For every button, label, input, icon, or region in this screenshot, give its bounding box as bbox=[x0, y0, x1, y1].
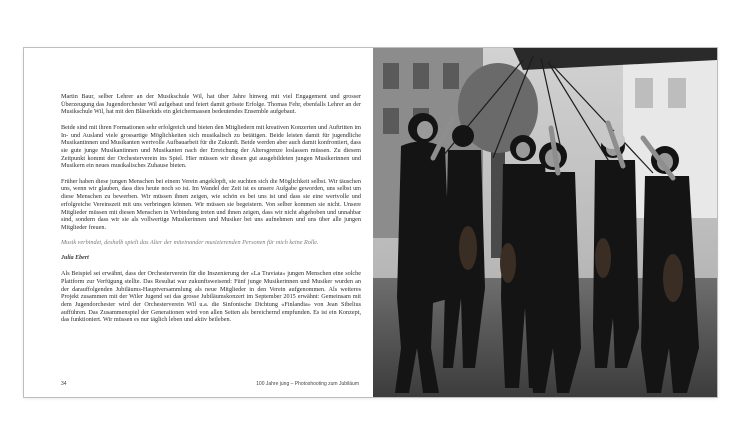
paragraph-4: Als Beispiel sei erwähnt, dass der Orchesterverein für die Inszenierung der «La Traviata» jungen Menschen eine solche Plattform zur Verfügung stellte. Das Resultat war zukunftsweisend: Fünf junge Musikerinnen und Musiker wurden an der darauffolgenden Jubiläums-Hauptversammlung als neue Mitglieder in den Verein aufgenommen. Als weiteres Projekt zusammen mit der Wiler Jugend sei das grosse Jubiläumskonzert im September 2015 erwähnt: Gemeinsam mit dem Jugendorchester wird der Orchesterverein Wil u.a. die Sinfonische Dichtung «Finlandia» von Jean Sibelius aufführen. Das Zusammenspiel der Generationen wird von allen Seiten als bereichernd empfunden. Es ist ein Konzept, das funktioniert. Wir müssen es nur täglich leben und aktiv beileben. bbox=[61, 270, 361, 324]
pull-quote: Musik verbindet, deshalb spielt das Alter der miteinander musizierenden Personen für mich keine Rolle. bbox=[61, 239, 319, 247]
book-spread bbox=[24, 48, 717, 397]
paragraph-1: Martin Baur, selber Lehrer an der Musikschule Wil, hat über Jahre hinweg mit viel Engagement und grosser Überzeugung das Jugendorchester Wil aufgebaut und feiert damit grösste Erfolge. Thomas Fehr, ebenfalls Lehrer an der Musikschule Wil, hat mit den Bläserkids ein gleichermassen bedeutendes Ensemble aufgebaut. bbox=[61, 93, 361, 116]
paragraph-3: Früher haben diese jungen Menschen bei einem Verein angeklopft, sie suchten sich die Möglichkeit selbst. Wir täuschen uns, wenn wir glauben, dass dies heute noch so ist. Im Wandel der Zeit ist es unsere Aufgabe geworden, uns selbst um diese Menschen zu bewerben. Wir müssen ihnen zeigen, wie schön es bei uns ist und dass sie eine wertvolle und erfolgreiche Vereinszeit mit uns verbringen können. Wir müssen sie begeistern. Von selber kommen sie nicht. Unsere Mitglieder müssen mit diesen Menschen in Verbindung treten und ihnen zeigen, dass wir nicht abgehoben und unnahbar sind, sondern dass wir sie als vollwertige Musikerinnen und Musiker bei uns aufnehmen und uns über alle jungen Mitglieder freuen. bbox=[61, 177, 361, 231]
orchestra-photo bbox=[373, 48, 717, 397]
body-text bbox=[61, 93, 361, 332]
left-page bbox=[24, 48, 373, 397]
page-number: 34 bbox=[61, 381, 67, 387]
paragraph-2: Beide sind mit ihren Formationen sehr erfolgreich und bieten den Mitgliedern mit kreativen Konzerten und Auftritten im In- und Ausland viele grossartige Möglichkeiten sich musikalisch zu betätigen. Beide leisten damit für jugendliche Musikantinnen und Musikanten wertvolle Aufbauarbeit für die Zukunft. Beide werden aber auch damit konfrontiert, dass sie gute junge Musikantinnen und Musikanten nach der Erreichung der Altersgrenze loslassen müssen. Zu diesem Zeitpunkt kommt der Orchesterverein ins Spiel. Hier müssen wir diesen gut ausgebildeten jungen Musikerinnen und Musikern ein neues musikalisches Zuhause bieten. bbox=[61, 123, 362, 170]
running-footer: 100 Jahre jung – Photoshooting zum Jubiläum bbox=[256, 381, 359, 387]
photo-page bbox=[373, 48, 717, 397]
quote-author: Julia Ebert bbox=[61, 254, 89, 261]
